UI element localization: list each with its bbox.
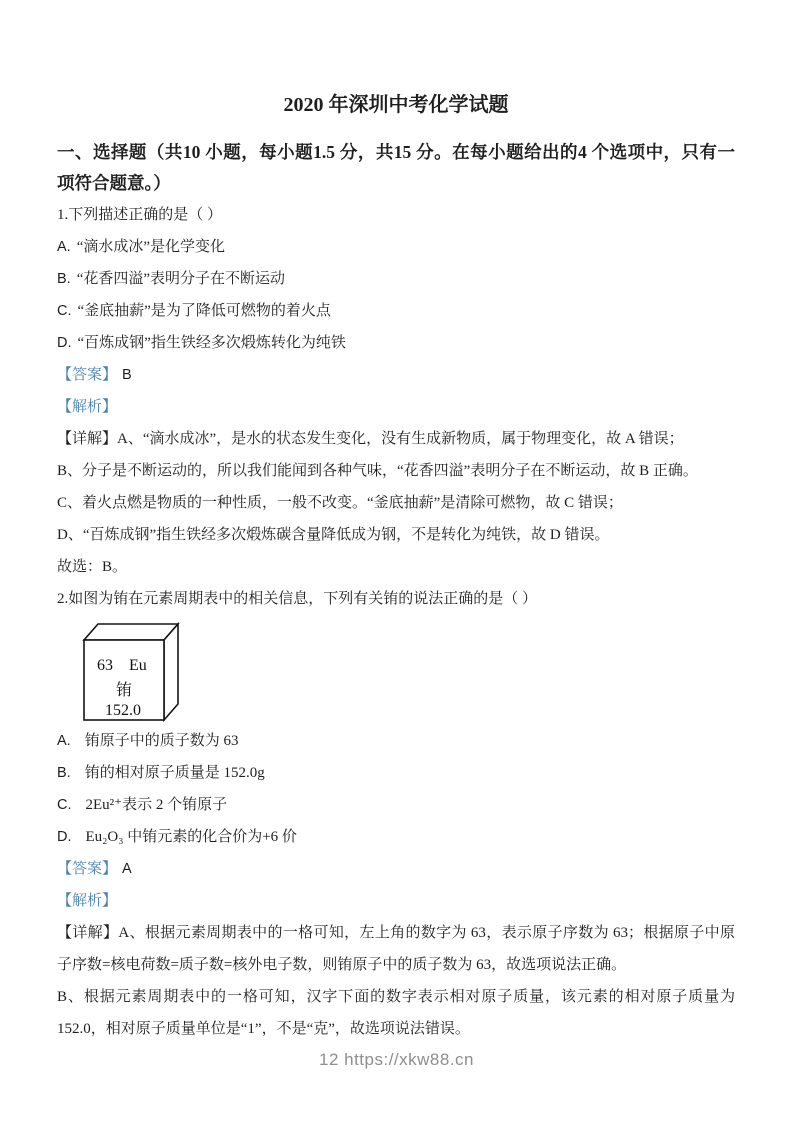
question-1-text: 1.下列描述正确的是（ ） xyxy=(57,207,223,223)
section-header: 一、选择题（共10 小题，每小题1.5 分，共15 分。在每小题给出的4 个选项中，只有一项符合题意。） xyxy=(57,142,735,193)
question-1-detail-b: B、分子是不断运动的，所以我们能闻到各种气味，“花香四溢”表明分子在不断运动，故 B 正确。 xyxy=(57,463,698,479)
option-label: A. xyxy=(57,239,71,255)
page-footer xyxy=(0,1050,793,1070)
element-name: 铕 xyxy=(115,682,133,699)
option-text: 铕的相对原子质量是 152.0g xyxy=(84,765,265,781)
question-1-answer-row xyxy=(57,359,735,391)
cube-top-face xyxy=(84,624,178,640)
question-1-option-c xyxy=(57,295,735,327)
option-text: 2Eu²⁺表示 2 个铕原子 xyxy=(85,797,228,813)
question-2-option-c xyxy=(57,789,735,821)
page-number-and-url: 12 https://xkw88.cn xyxy=(318,1050,475,1069)
question-2-option-d xyxy=(57,821,735,853)
option-label: A. xyxy=(57,733,71,749)
option-text: Eu₂O₃ 中铕元素的化合价为+6 价 xyxy=(85,829,297,845)
question-1-conclusion: 故选：B。 xyxy=(57,559,128,575)
question-1-detail-d: D、“百炼成钢”指生铁经多次煅炼碳含量降低成为钢，不是转化为纯铁，故 D 错误。 xyxy=(57,527,610,543)
question-2 xyxy=(57,583,735,1045)
option-label: C. xyxy=(57,303,72,319)
question-1-analysis-row xyxy=(57,391,735,423)
option-text: “滴水成冰”是化学变化 xyxy=(76,239,226,255)
answer-label: 【答案】 xyxy=(57,367,118,383)
question-2-option-b xyxy=(57,757,735,789)
question-2-answer-row xyxy=(57,853,735,885)
question-2-detail-b: B、根据元素周期表中的一格可知，汉字下面的数字表示相对原子质量，该元素的相对原子质量为 152.0，相对原子质量单位是“1”，不是“克”，故选项说法错误。 xyxy=(57,989,735,1037)
option-text: “花香四溢”表明分子在不断运动 xyxy=(76,271,286,287)
option-label: C. xyxy=(57,797,72,813)
option-text: 铕原子中的质子数为 63 xyxy=(84,733,239,749)
option-text: “釜底抽薪”是为了降低可燃物的着火点 xyxy=(77,303,331,319)
option-label: B. xyxy=(57,765,71,781)
answer-label: 【答案】 xyxy=(57,861,118,877)
answer-value: A xyxy=(122,861,132,877)
analysis-label: 【解析】 xyxy=(57,399,118,415)
question-1-detail-c: C、着火点燃是物质的一种性质，一般不改变。“釜底抽薪”是清除可燃物，故 C 错误； xyxy=(57,495,623,511)
question-1-option-d xyxy=(57,327,735,359)
question-2-analysis-row xyxy=(57,885,735,917)
cube-right-face xyxy=(164,624,178,720)
analysis-label: 【解析】 xyxy=(57,893,118,909)
question-1-option-a xyxy=(57,231,735,263)
question-2-text: 2.如图为铕在元素周期表中的相关信息，下列有关铕的说法正确的是（ ） xyxy=(57,591,538,607)
option-label: D. xyxy=(57,335,72,351)
question-2-option-a xyxy=(57,725,735,757)
question-1-detail-a: 【详解】A、“滴水成冰”，是水的状态发生变化，没有生成新物质，属于物理变化，故 A 错误； xyxy=(57,431,684,447)
option-text: “百炼成钢”指生铁经多次煅炼转化为纯铁 xyxy=(77,335,346,351)
element-cell-diagram xyxy=(82,618,180,722)
question-1-option-b xyxy=(57,263,735,295)
element-symbol: Eu xyxy=(129,657,147,674)
question-1 xyxy=(57,199,735,583)
option-label: D. xyxy=(57,829,72,845)
element-relative-atomic-mass: 152.0 xyxy=(105,702,141,719)
option-label: B. xyxy=(57,271,71,287)
page-title: 2020 年深圳中考化学试题 xyxy=(283,94,509,116)
answer-value: B xyxy=(122,367,132,383)
element-atomic-number: 63 xyxy=(97,657,113,674)
question-2-detail-a: 【详解】A、根据元素周期表中的一格可知，左上角的数字为 63，表示原子序数为 63；根据原子中原子序数=核电荷数=质子数=核外电子数，则铕原子中的质子数为 63，故选项说法正确。 xyxy=(57,925,735,973)
periodic-cell-cube xyxy=(82,618,180,722)
